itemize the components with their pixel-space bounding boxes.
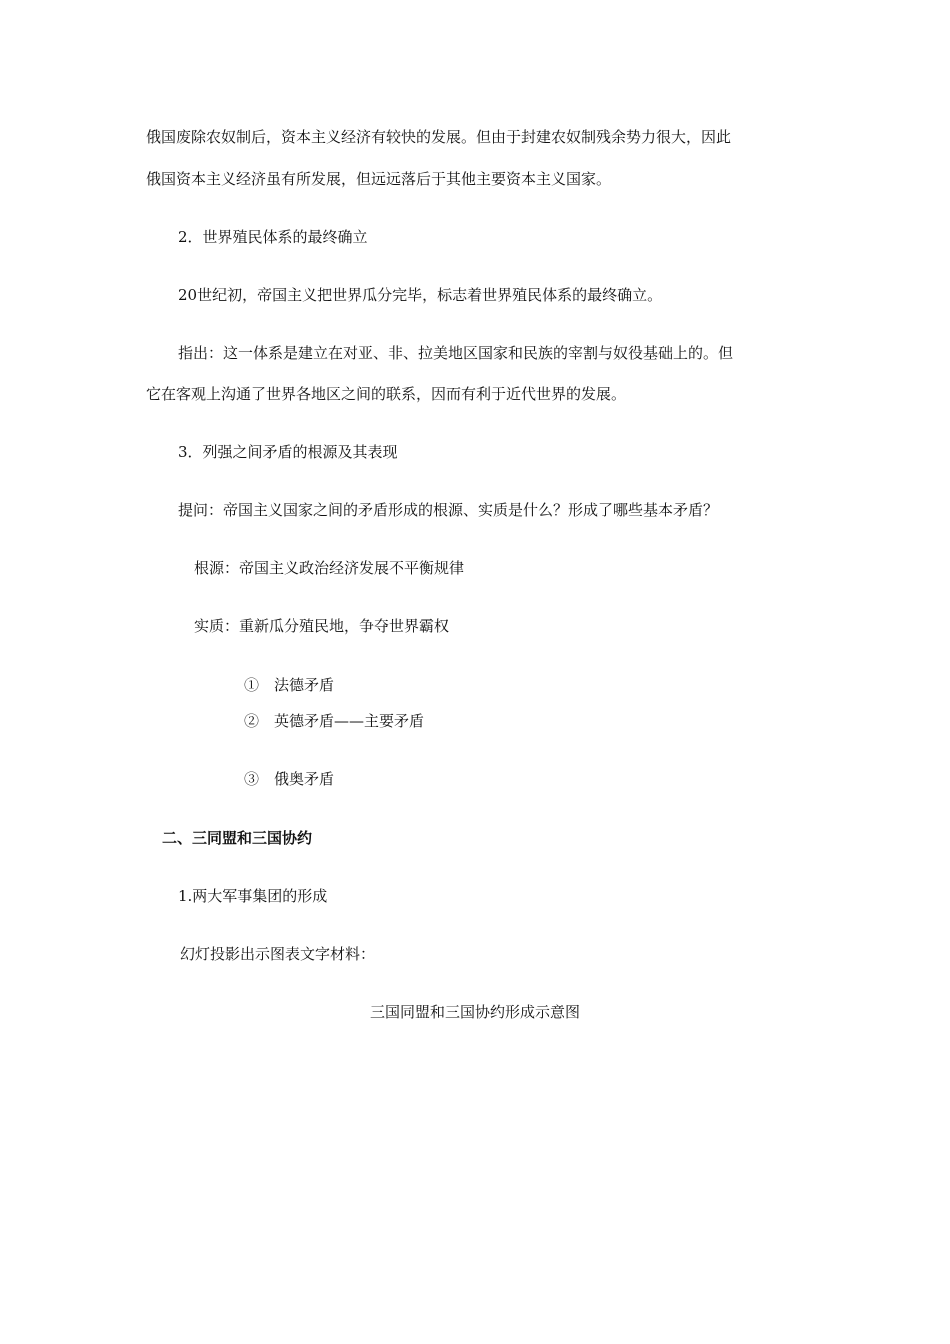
paragraph-3-line-2: 它在客观上沟通了世界各地区之间的联系，因而有利于近代世界的发展。 <box>146 385 627 403</box>
contradiction-item-2: ② 英德矛盾——主要矛盾 <box>244 712 425 730</box>
figure-caption: 三国同盟和三国协约形成示意图 <box>369 1003 580 1021</box>
question-text: 提问：帝国主义国家之间的矛盾形成的根源、实质是什么？形成了哪些基本矛盾？ <box>178 501 719 519</box>
section-two-heading: 二、三同盟和三国协约 <box>162 829 313 847</box>
heading-3: 3．列强之间矛盾的根源及其表现 <box>178 443 398 461</box>
paragraph-1-line-1: 俄国废除农奴制后，资本主义经济有较快的发展。但由于封建农奴制残余势力很大，因此 <box>146 128 732 146</box>
contradiction-item-1: ① 法德矛盾 <box>244 676 335 694</box>
paragraph-3-line-1: 指出：这一体系是建立在对亚、非、拉美地区国家和民族的宰割与奴役基础上的。但 <box>178 344 734 362</box>
paragraph-2: 20世纪初，帝国主义把世界瓜分完毕，标志着世界殖民体系的最终确立。 <box>178 286 663 304</box>
essence-text: 实质：重新瓜分殖民地，争夺世界霸权 <box>194 617 450 635</box>
subsection-1-heading: 1.两大军事集团的形成 <box>178 887 328 905</box>
contradiction-item-3: ③ 俄奥矛盾 <box>244 770 335 788</box>
heading-2: 2．世界殖民体系的最终确立 <box>178 228 368 246</box>
paragraph-1-line-2: 俄国资本主义经济虽有所发展，但远远落后于其他主要资本主义国家。 <box>146 170 612 188</box>
slide-note: 幻灯投影出示图表文字材料： <box>180 945 376 963</box>
root-text: 根源：帝国主义政治经济发展不平衡规律 <box>194 559 465 577</box>
